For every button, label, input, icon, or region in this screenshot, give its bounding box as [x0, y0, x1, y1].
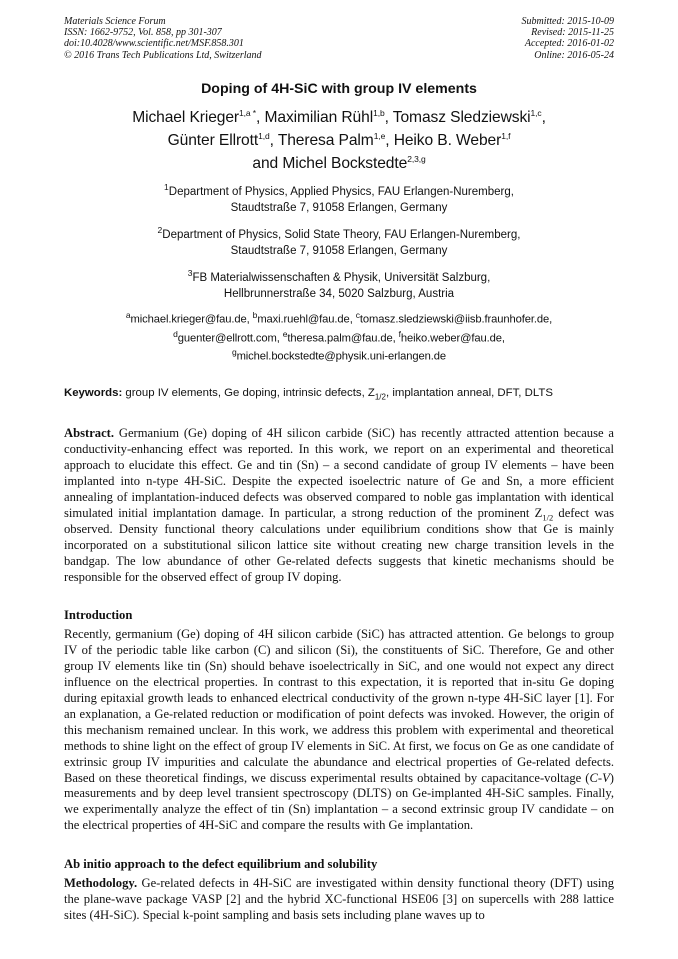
abstract-text: Germanium (Ge) doping of 4H silicon carbide (SiC) has recently attracted attention because a conductivity-enhancing effect was reported. In this work, we report on an experimental and theoretical approach to elucidate this effect. Ge and tin (Sn) – a second candidate of group IV elements – have been implanted into n-type 4H-SiC. Despite the expected isoelectric nature of Ge and Sn, a more efficient annealing of implantation-induced defects was observed compared to noble gas implantation with identical simulated initial implantation damage. In particular, a strong reduction of the prominent Z	[64, 426, 614, 520]
author-line-2: Günter Ellrott$^{1,d}$, Theresa Palm$^{1,e}$, Heiko B. Weber$^{1,f}$	[167, 131, 511, 150]
journal-info	[64, 16, 262, 61]
author-affil: 1,a *	[239, 107, 257, 118]
abstract-label: Abstract.	[64, 426, 115, 441]
section-heading-ab-initio: Ab initio approach to the defect equilibrium and solubility	[64, 857, 378, 872]
date-submitted: Submitted: 2015-10-09	[521, 16, 614, 27]
email-key: g	[231, 347, 237, 358]
author-name: Theresa Palm	[277, 132, 374, 150]
date-revised: Revised: 2015-11-25	[531, 27, 614, 39]
author-line-3	[64, 150, 614, 173]
methodology-paragraph	[64, 876, 614, 924]
author-line-1: Michael Krieger$^{1,a *}$, Maximilian Rühl$^{1,b}$, Tomasz Sledziewski$^{1,c}$,	[132, 107, 546, 126]
introduction-text: Recently, germanium (Ge) doping of 4H silicon carbide (SiC) has attracted attention. Ge belongs to group IV of the periodic table like carbon (C) and silicon (Si), the constituents of SiC. Therefore, Ge and other group IV elements like tin (Sn) should behave isoelectrically in SiC, and one would not expect any direct influence on the electrical properties. In contrast to this expectation, it is reported that in-situ Ge doping during epitaxial growth leads to enhanced electrical conductivity of the grown n-type 4H-SiC layer [1]. For an explanation, a Ge-related reduction or modification of point defects was invoked. However, the origin of this mechanism remained unclear. In this work, we address this problem with experimental and theoretical methods to shine light on the effect of group IV elements in SiC. At first, we focus on Ge as one candidate of extrinsic group IV impurities and calculate the abundance and electrical properties of Ge-related defects. Based on these theoretical findings, we discuss experimental results obtained by capacitance-voltage (	[64, 627, 614, 785]
affiliation-line: Staudtstraße 7, 91058 Erlangen, Germany	[230, 202, 448, 215]
email-line-1: $^a$michael.krieger@fau.de, $^b$maxi.ruehl@fau.de, $^c$tomasz.sledziewski@iisb.fraunhofer.de,	[125, 309, 553, 326]
affiliation-line: FB Materialwissenschaften & Physik, Universität Salzburg,	[192, 271, 491, 284]
affiliation-number: 1	[164, 182, 169, 193]
journal-issn: ISSN: 1662-9752, Vol. 858, pp 301-307	[64, 27, 222, 39]
methodology-label: Methodology.	[64, 876, 138, 891]
email-key: a	[125, 309, 131, 320]
affiliation-1	[64, 179, 614, 216]
abstract-subscript: 1/2	[542, 512, 554, 523]
email-address[interactable]: theresa.palm@fau.de	[287, 332, 393, 345]
email-key: b	[252, 309, 258, 320]
affiliation-line: Staudtstraße 7, 91058 Erlangen, Germany	[230, 245, 448, 258]
journal-name: Materials Science Forum	[64, 16, 166, 27]
section-heading-introduction: Introduction	[64, 608, 133, 623]
email-address[interactable]: tomasz.sledziewski@iisb.fraunhofer.de	[359, 313, 550, 326]
author-list	[64, 104, 614, 174]
email-list	[64, 308, 614, 364]
author-affil: 1,c	[530, 107, 542, 118]
keywords-subscript: 1/2	[374, 392, 386, 402]
email-key: c	[355, 309, 360, 320]
abstract	[64, 426, 614, 585]
keywords-text: , implantation anneal, DFT, DLTS	[385, 387, 553, 400]
email-address[interactable]: heiko.weber@fau.de	[400, 332, 502, 345]
affiliation-3	[64, 265, 614, 302]
email-address[interactable]: michael.krieger@fau.de	[130, 313, 247, 326]
affiliation-number: 3	[187, 268, 193, 279]
author-affil: 2,3,g	[407, 154, 426, 165]
affiliation-line: Department of Physics, Solid State Theory, FAU Erlangen-Nuremberg,	[162, 229, 521, 242]
keywords-text: group IV elements, Ge doping, intrinsic defects, Z	[122, 387, 375, 400]
methodology-text: Ge-related defects in 4H-SiC are investigated within density functional theory (DFT) using the plane-wave package VASP [2] and the hybrid XC-functional HSE06 [3] on supercells with 288 lattice sites (4H-SiC). Special k-point sampling and basis sets including plane waves up to	[64, 876, 614, 922]
author-name: Michael Krieger	[132, 109, 240, 126]
author-name: Heiko B. Weber	[393, 132, 502, 150]
email-key: f	[398, 328, 401, 339]
journal-copyright: © 2016 Trans Tech Publications Ltd, Switzerland	[64, 49, 262, 61]
date-online: Online: 2016-05-24	[534, 49, 614, 61]
email-address[interactable]: guenter@ellrott.com	[177, 332, 277, 345]
author-conjunction: and	[252, 155, 283, 173]
author-name: Maximilian Rühl	[264, 109, 374, 126]
author-affil: 1,b	[373, 107, 385, 118]
email-key: d	[173, 328, 178, 339]
introduction-paragraph	[64, 627, 614, 834]
journal-doi: doi:10.4028/www.scientific.net/MSF.858.301	[64, 38, 244, 50]
author-affil: 1,e	[373, 131, 386, 141]
keywords-label: Keywords:	[64, 387, 123, 400]
paper-title: Doping of 4H-SiC with group IV elements	[201, 80, 477, 97]
affiliation-line: Department of Physics, Applied Physics, FAU Erlangen-Nuremberg,	[168, 186, 514, 199]
author-name: Tomasz Sledziewski	[392, 109, 531, 126]
affiliation-line: Hellbrunnerstraße 34, 5020 Salzburg, Austria	[223, 287, 455, 300]
introduction-text: ) measurements and by deep level transient spectroscopy (DLTS) on Ge-implanted 4H-SiC samples. Finally, we experimentally analyze the effect of tin (Sn) implantation – a second extrinsic group IV candidate – on the electrical properties of 4H-SiC and compare the results with Ge implantation.	[64, 770, 614, 833]
author-name: Michel Bockstedte	[282, 155, 408, 173]
journal-header	[64, 16, 614, 61]
keywords	[64, 386, 614, 404]
introduction-italic: C-V	[589, 770, 610, 785]
date-accepted: Accepted: 2016-01-02	[524, 38, 614, 50]
email-line-3	[64, 345, 614, 364]
abstract-text: defect was observed. Density functional theory calculations under equilibrium conditions show that Ge is mainly incorporated on a substitutional silicon lattice site without creating new charge transition levels in the bandgap. The low abundance of other Ge-related defects suggests that kinetic mechanisms should be responsible for the observed effect of group IV doping.	[64, 505, 614, 584]
author-affil: 1,f	[501, 131, 511, 141]
email-address[interactable]: michel.bockstedte@physik.uni-erlangen.de	[236, 351, 447, 364]
email-line-2: $^d$guenter@ellrott.com, $^e$theresa.palm@fau.de, $^f$heiko.weber@fau.de,	[173, 328, 505, 345]
email-address[interactable]: maxi.ruehl@fau.de	[257, 313, 350, 326]
author-name: Günter Ellrott	[167, 132, 259, 150]
email-key: e	[282, 328, 288, 339]
affiliation-number: 2	[157, 225, 163, 236]
author-affil: 1,d	[258, 131, 270, 141]
paper-page	[64, 16, 614, 924]
publication-dates	[522, 16, 615, 61]
affiliation-2	[64, 222, 614, 259]
